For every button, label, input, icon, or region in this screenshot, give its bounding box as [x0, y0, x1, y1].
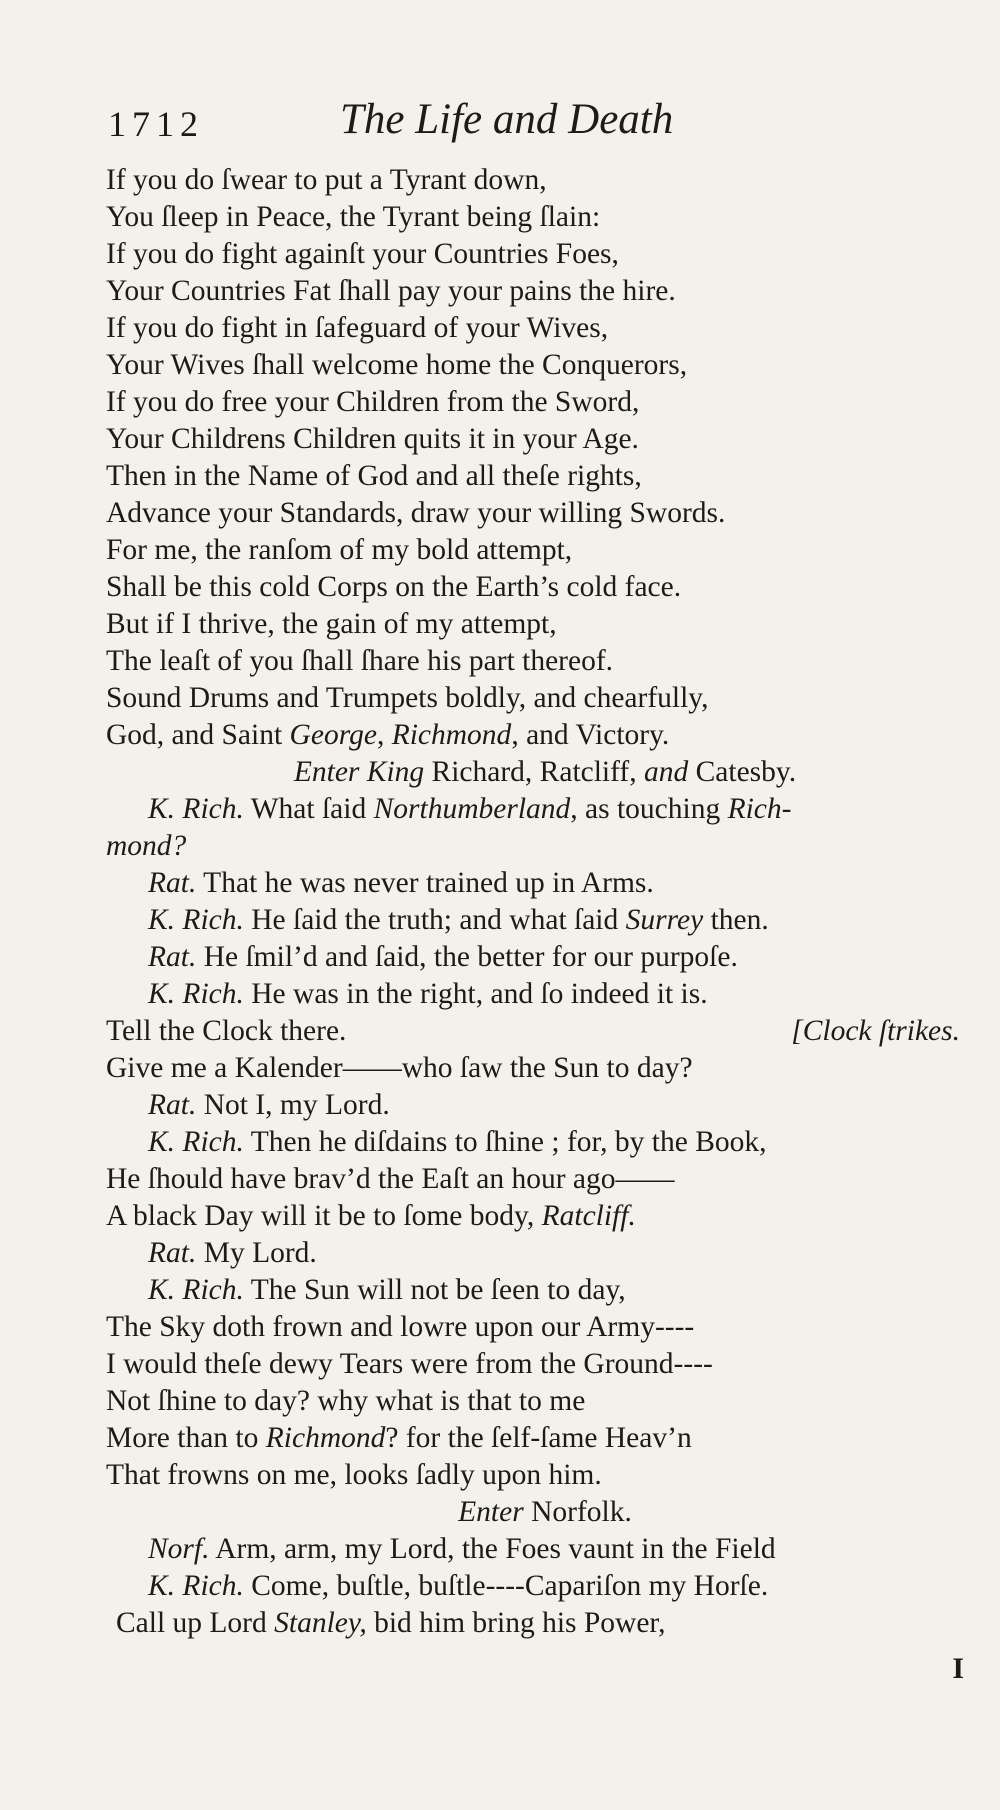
text-run: What ſaid — [243, 793, 374, 825]
text-run: Call up Lord — [116, 1607, 275, 1639]
text-run: Not I, my Lord. — [196, 1089, 390, 1121]
speech-line — [0, 1420, 1000, 1457]
speech-line — [0, 1235, 1000, 1272]
speech-line: That frowns on me, looks ſadly upon him. — [106, 1459, 602, 1491]
name-george: George — [289, 719, 377, 751]
speaker: K. Rich. — [148, 904, 244, 936]
verse-line: Shall be this cold Corps on the Earth’s cold face. — [106, 571, 682, 603]
sd-names: Richard, Ratcliff, — [424, 756, 644, 788]
verse-line: If you do ſwear to put a Tyrant down, — [106, 164, 547, 196]
speech-line: The Sky doth frown and lowre upon our Army---- — [106, 1311, 695, 1343]
speech-line: I would theſe dewy Tears were from the Ground---- — [106, 1348, 713, 1380]
speaker: Rat. — [148, 1089, 197, 1121]
text-run: God, and Saint — [106, 719, 290, 751]
sd-and: and — [644, 756, 689, 788]
speech-line — [0, 865, 1000, 902]
verse-line: Your Countries Fat ſhall pay your pains the hire. — [106, 275, 676, 307]
speaker: Rat. — [148, 941, 197, 973]
name-stanley: Stanley, — [274, 1607, 367, 1639]
text-run: Arm, arm, my Lord, the Foes vaunt in the Field — [209, 1533, 776, 1565]
verse-line: Your Wives ſhall welcome home the Conquerors, — [106, 349, 688, 381]
running-head: The Life and Death — [340, 96, 674, 143]
speech-line — [0, 902, 1000, 939]
verse-line: If you do fight againſt your Countries Foes, — [106, 238, 619, 270]
text-run: Tell the Clock there. — [106, 1015, 347, 1047]
speaker: Rat. — [148, 867, 197, 899]
text-run: then. — [703, 904, 769, 936]
sd-catesby: Catesby. — [688, 756, 797, 788]
verse-line: Advance your Standards, draw your willing Swords. — [106, 497, 726, 529]
stage-direction — [0, 754, 1000, 791]
text-run: He was in the right, and ſo indeed it is. — [243, 978, 708, 1010]
verse-line: If you do fight in ſafeguard of your Wives, — [106, 312, 609, 344]
text-run: , as touching — [570, 793, 728, 825]
speech-line — [0, 1087, 1000, 1124]
verse-line: But if I thrive, the gain of my attempt, — [106, 608, 557, 640]
verse-line — [0, 717, 1000, 754]
speech-line — [0, 1013, 1000, 1050]
verse-line: The leaſt of you ſhall ſhare his part thereof. — [106, 645, 614, 677]
speech-line — [0, 1124, 1000, 1161]
text-run: bid him bring his Power, — [366, 1607, 666, 1639]
verse-line: Sound Drums and Trumpets boldly, and chearfully, — [106, 682, 709, 714]
speaker: Norf. — [148, 1533, 210, 1565]
speech-line — [0, 791, 1000, 828]
text-run: Come, buſtle, buſtle----Capariſon my Horſe. — [243, 1570, 769, 1602]
speaker: K. Rich. — [148, 978, 244, 1010]
verse-line: Then in the Name of God and all theſe rights, — [106, 460, 642, 492]
name-surrey: Surrey — [625, 904, 704, 936]
speech-line: Give me a Kalender——who ſaw the Sun to day? — [106, 1052, 693, 1084]
sd-enter: Enter King — [293, 756, 425, 788]
text-run: Then he diſdains to ſhine ; for, by the Book, — [243, 1126, 767, 1158]
text-run: He ſmil’d and ſaid, the better for our purpoſe. — [196, 941, 738, 973]
speech-line: Not ſhine to day? why what is that to me — [106, 1385, 586, 1417]
name-ratcliff: Ratcliff. — [541, 1200, 636, 1232]
speech-line: He ſhould have brav’d the Eaſt an hour ago—— — [106, 1163, 675, 1195]
text-run: , — [376, 719, 392, 751]
verse-line: Your Childrens Children quits it in your Age. — [106, 423, 639, 455]
text-run: , and Victory. — [511, 719, 670, 751]
speech-line — [0, 976, 1000, 1013]
page-header — [0, 95, 1000, 155]
speech-line — [0, 1531, 1000, 1568]
page-number: 1712 — [108, 104, 204, 144]
speaker: K. Rich. — [148, 1274, 244, 1306]
sd-norfolk: Norfolk. — [523, 1496, 632, 1528]
speech-line — [0, 828, 1000, 865]
verse-line: If you do free your Children from the Sword, — [106, 386, 640, 418]
speech-line — [0, 1198, 1000, 1235]
speaker: K. Rich. — [148, 793, 244, 825]
text-run: My Lord. — [196, 1237, 317, 1269]
speech-line — [0, 1605, 1000, 1642]
text-run: He ſaid the truth; and what ſaid — [243, 904, 626, 936]
text-run: A black Day will it be to ſome body, — [106, 1200, 542, 1232]
name-richmond: Rich- — [727, 793, 792, 825]
catchword: I — [952, 1652, 964, 1685]
verse-line: You ſleep in Peace, the Tyrant being ſlain: — [106, 201, 601, 233]
name-richmond: Richmond — [265, 1422, 386, 1454]
text-run: The Sun will not be ſeen to day, — [243, 1274, 626, 1306]
sd-enter: Enter — [458, 1496, 524, 1528]
text-run: ? for the ſelf-ſame Heav’n — [385, 1422, 692, 1454]
speech-line — [0, 1272, 1000, 1309]
body-text — [0, 162, 1000, 1642]
text-run: More than to — [106, 1422, 266, 1454]
speaker: Rat. — [148, 1237, 197, 1269]
speaker: K. Rich. — [148, 1126, 244, 1158]
speaker: K. Rich. — [148, 1570, 244, 1602]
verse-line: For me, the ranſom of my bold attempt, — [106, 534, 573, 566]
text-run: That he was never trained up in Arms. — [196, 867, 654, 899]
speech-line — [0, 939, 1000, 976]
speech-line — [0, 1568, 1000, 1605]
name-richmond: mond? — [106, 830, 187, 862]
name-northumberland: Northumberland — [373, 793, 571, 825]
name-richmond: Richmond — [391, 719, 512, 751]
stage-direction-clock: [Clock ſtrikes. — [791, 1015, 960, 1047]
stage-direction — [0, 1494, 1000, 1531]
